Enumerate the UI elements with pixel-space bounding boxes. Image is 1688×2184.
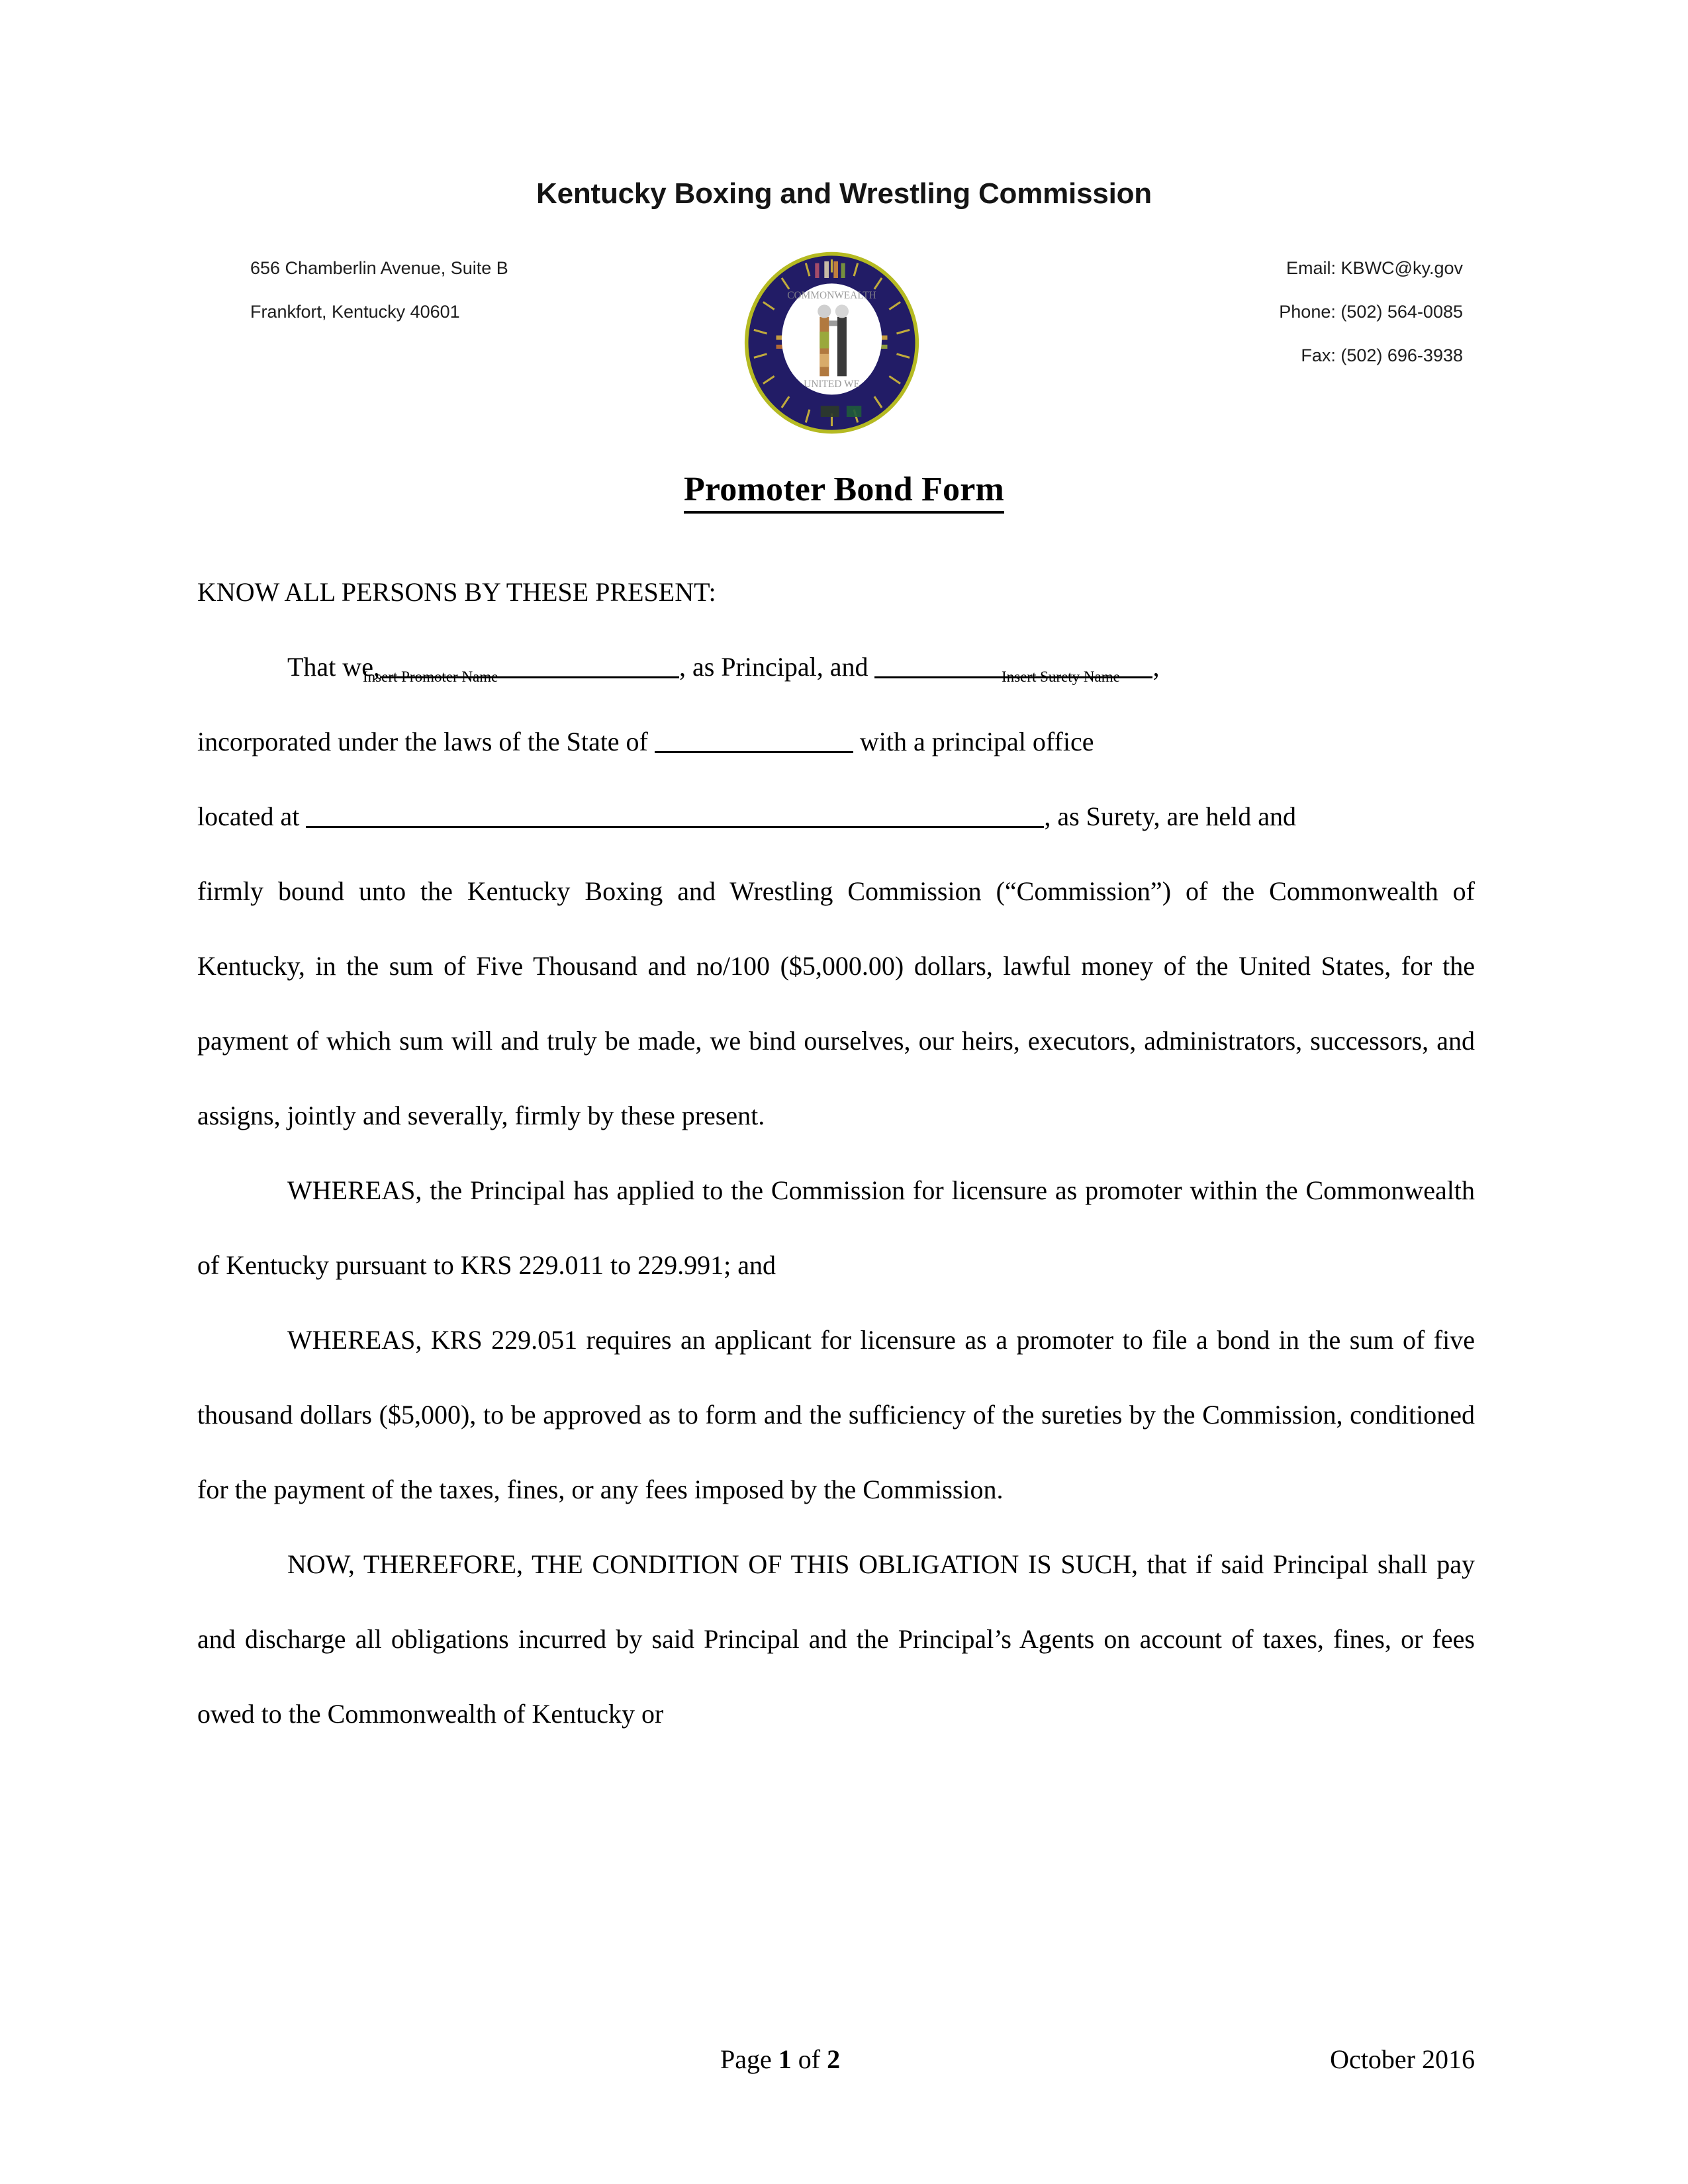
fax-line: Fax: (502) 696-3938 (1301, 345, 1463, 365)
caption-insert-surety-name: Insert Surety Name (1002, 668, 1120, 685)
document-body (197, 555, 1475, 1751)
address-line-2: Frankfort, Kentucky 40601 (250, 302, 460, 322)
recital-line-2 (197, 704, 1475, 779)
principal-office-address-blank[interactable] (306, 798, 1044, 828)
state-of-incorporation-blank[interactable] (655, 723, 853, 753)
preamble-text: KNOW ALL PERSONS BY THESE PRESENT: (197, 577, 716, 607)
page-mid: of (791, 2044, 827, 2074)
page-title (0, 470, 1688, 509)
caption-insert-promoter-name: Insert Promoter Name (363, 668, 498, 685)
paragraph-text: firmly bound unto the Kentucky Boxing and Wrestling Commission (“Commission”) of the Commonwealth of Kentucky, in the sum of Five Thousand and no/100 ($5,000.00) dollars, lawful money of the United States, for the payment of which sum will and truly be made, we bind ourselves, our heirs, executors, administrators, successors, and assigns, jointly and severally, firmly by these present. (197, 876, 1475, 1130)
recital-line-3 (197, 779, 1475, 854)
located-at-pre-text: located at (197, 801, 300, 831)
organization-name: Kentucky Boxing and Wrestling Commission (536, 177, 1152, 210)
paragraph-text: WHEREAS, KRS 229.051 requires an applicant for licensure as a promoter to file a bond in the sum of five thousand dollars ($5,000), to be approved as to form and the sufficiency of the sureties by the Commission, conditioned for the payment of the taxes, fines, or any fees imposed by the Commission. (197, 1325, 1475, 1504)
address-line-1: 656 Chamberlin Avenue, Suite B (250, 258, 508, 278)
paragraph-bond-obligation (197, 854, 1475, 1153)
phone-line: Phone: (502) 564-0085 (1279, 302, 1463, 322)
incorporated-pre-text: incorporated under the laws of the State of (197, 727, 648, 756)
paragraph-whereas-licensure (197, 1153, 1475, 1302)
contact-block (1279, 246, 1463, 377)
page-total: 2 (827, 2044, 841, 2074)
email-line: Email: KBWC@ky.gov (1286, 258, 1463, 278)
svg-text:UNITED WE: UNITED WE (804, 379, 860, 390)
recital-after-promoter: , as Principal, and (679, 652, 868, 682)
recital-after-surety: , (1152, 652, 1160, 682)
svg-text:COMMONWEALTH: COMMONWEALTH (787, 289, 876, 301)
page-number-indicator (720, 2044, 840, 2075)
located-at-post-text: , as Surety, are held and (1044, 801, 1296, 831)
page-title-text: Promoter Bond Form (684, 471, 1004, 514)
paragraph-whereas-krs-229051 (197, 1302, 1475, 1527)
incorporated-post-text: with a principal office (859, 727, 1094, 756)
page-footer (197, 2044, 1475, 2075)
preamble-line (197, 555, 1475, 629)
recital-lead-in: That we, (287, 652, 380, 682)
address-block (250, 246, 508, 334)
kentucky-state-seal-icon (724, 250, 939, 435)
page-prefix: Page (720, 2044, 778, 2074)
blank-captions (197, 668, 1475, 695)
revision-date: October 2016 (1330, 2044, 1475, 2074)
paragraph-text: WHEREAS, the Principal has applied to the Commission for licensure as promoter within the Commonwealth of Kentucky pursuant to KRS 229.011 to 229.991; and (197, 1175, 1475, 1280)
paragraph-now-therefore (197, 1527, 1475, 1751)
page-current: 1 (778, 2044, 792, 2074)
paragraph-text: NOW, THEREFORE, THE CONDITION OF THIS OBLIGATION IS SUCH, that if said Principal shall pay and discharge all obligations incurred by said Principal and the Principal’s Agents on account of taxes, fines, or fees owed to the Commonwealth of Kentucky or (197, 1549, 1475, 1729)
